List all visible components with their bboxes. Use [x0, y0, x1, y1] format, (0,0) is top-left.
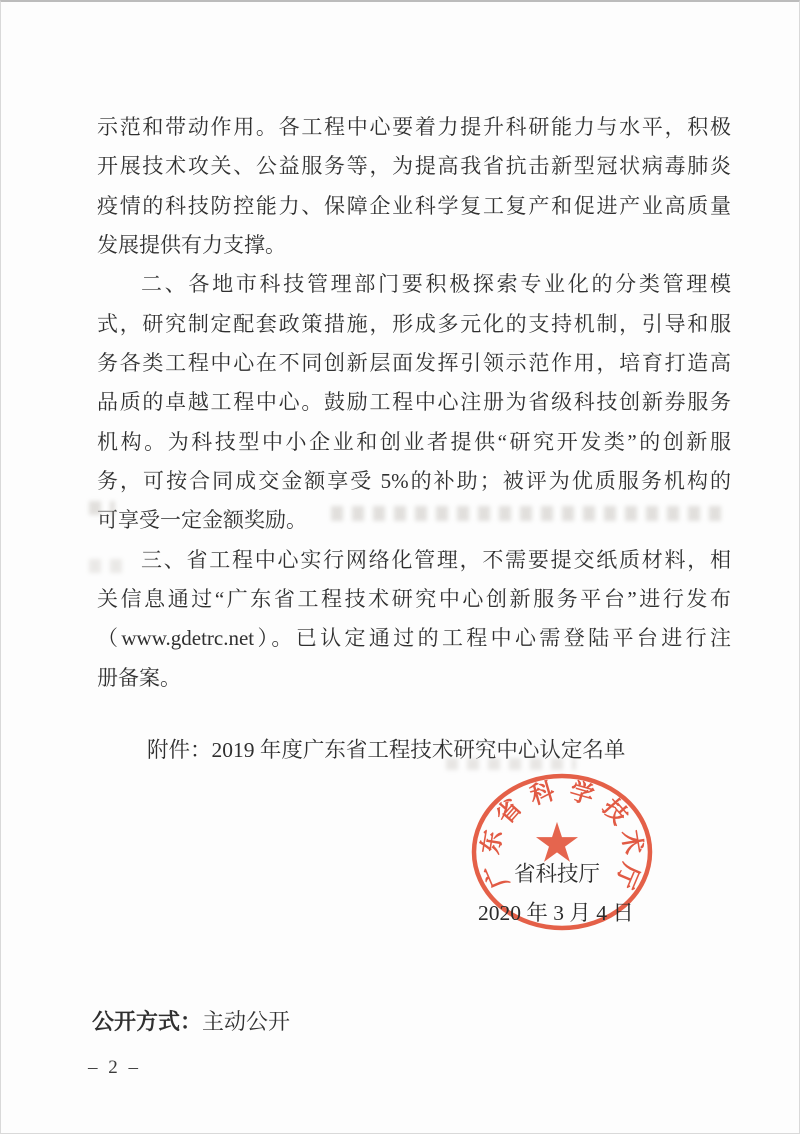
text-line: 发展提供有力支撑。: [97, 233, 286, 258]
disclosure-line: [92, 1005, 290, 1036]
seal-arc-char: 省: [491, 794, 528, 830]
star-icon: [536, 822, 578, 862]
text-line: 册备案。: [97, 665, 181, 690]
text-line: （www.gdetrc.net）。已认定通过的工程中心需登陆平台进行注: [97, 626, 731, 651]
disclosure-label: 公开方式：: [92, 1009, 203, 1034]
text-line: 三、省工程中心实行网络化管理，不需要提交纸质材料，相: [141, 547, 731, 572]
bleedthrough-smudge: [89, 559, 131, 573]
text-line: 式，研究制定配套政策措施，形成多元化的支持机制，引导和服: [97, 311, 731, 336]
text-line: 二、各地市科技管理部门要积极探索专业化的分类管理模: [141, 272, 731, 297]
text-line: 示范和带动作用。各工程中心要着力提升科研能力与水平，积极: [97, 115, 731, 139]
seal-arc-char: 技: [596, 794, 633, 830]
seal-arc-char: 广: [480, 859, 515, 892]
text-line: 机构。为科技型中小企业和创业者提供“研究开发类”的创新服: [97, 429, 731, 454]
bleedthrough-smudge: [331, 506, 723, 521]
seal-arc-char: 东: [478, 828, 508, 857]
text-line: 可享受一定金额奖励。: [97, 508, 307, 533]
text-line: 疫情的科技防控能力、保障企业科学复工复产和促进产业高质量: [97, 193, 731, 218]
bleedthrough-smudge: [89, 501, 115, 515]
seal-arc-char: 厅: [609, 859, 644, 892]
attachment-line: 附件：2019 年度广东省工程技术研究中心认定名单: [147, 738, 626, 762]
signature-text: 省科技厅: [514, 862, 601, 886]
document-date: 2020 年 3 月 4 日: [478, 901, 634, 925]
text-line: 品质的卓越工程中心。鼓励工程中心注册为省级科技创新券服务: [97, 390, 731, 415]
text-line: 关信息通过“广东省工程技术研究中心创新服务平台”进行发布: [97, 587, 731, 612]
text-line: 开展技术攻关、公益服务等，为提高我省抗击新型冠状病毒肺炎: [97, 154, 731, 179]
text-line: 务，可按合同成交金额享受 5%的补助；被评为优质服务机构的: [97, 469, 731, 494]
seal-arc-char: 学: [566, 778, 597, 811]
disclosure-value: 主动公开: [202, 1009, 291, 1034]
page-number: – 2 –: [88, 1057, 141, 1078]
document-body: [97, 108, 731, 698]
seal-arc-char: 科: [527, 778, 558, 811]
text-line: 务各类工程中心在不同创新层面发挥引领示范作用，培育打造高: [97, 351, 731, 376]
seal-arc-char: 术: [616, 828, 646, 857]
